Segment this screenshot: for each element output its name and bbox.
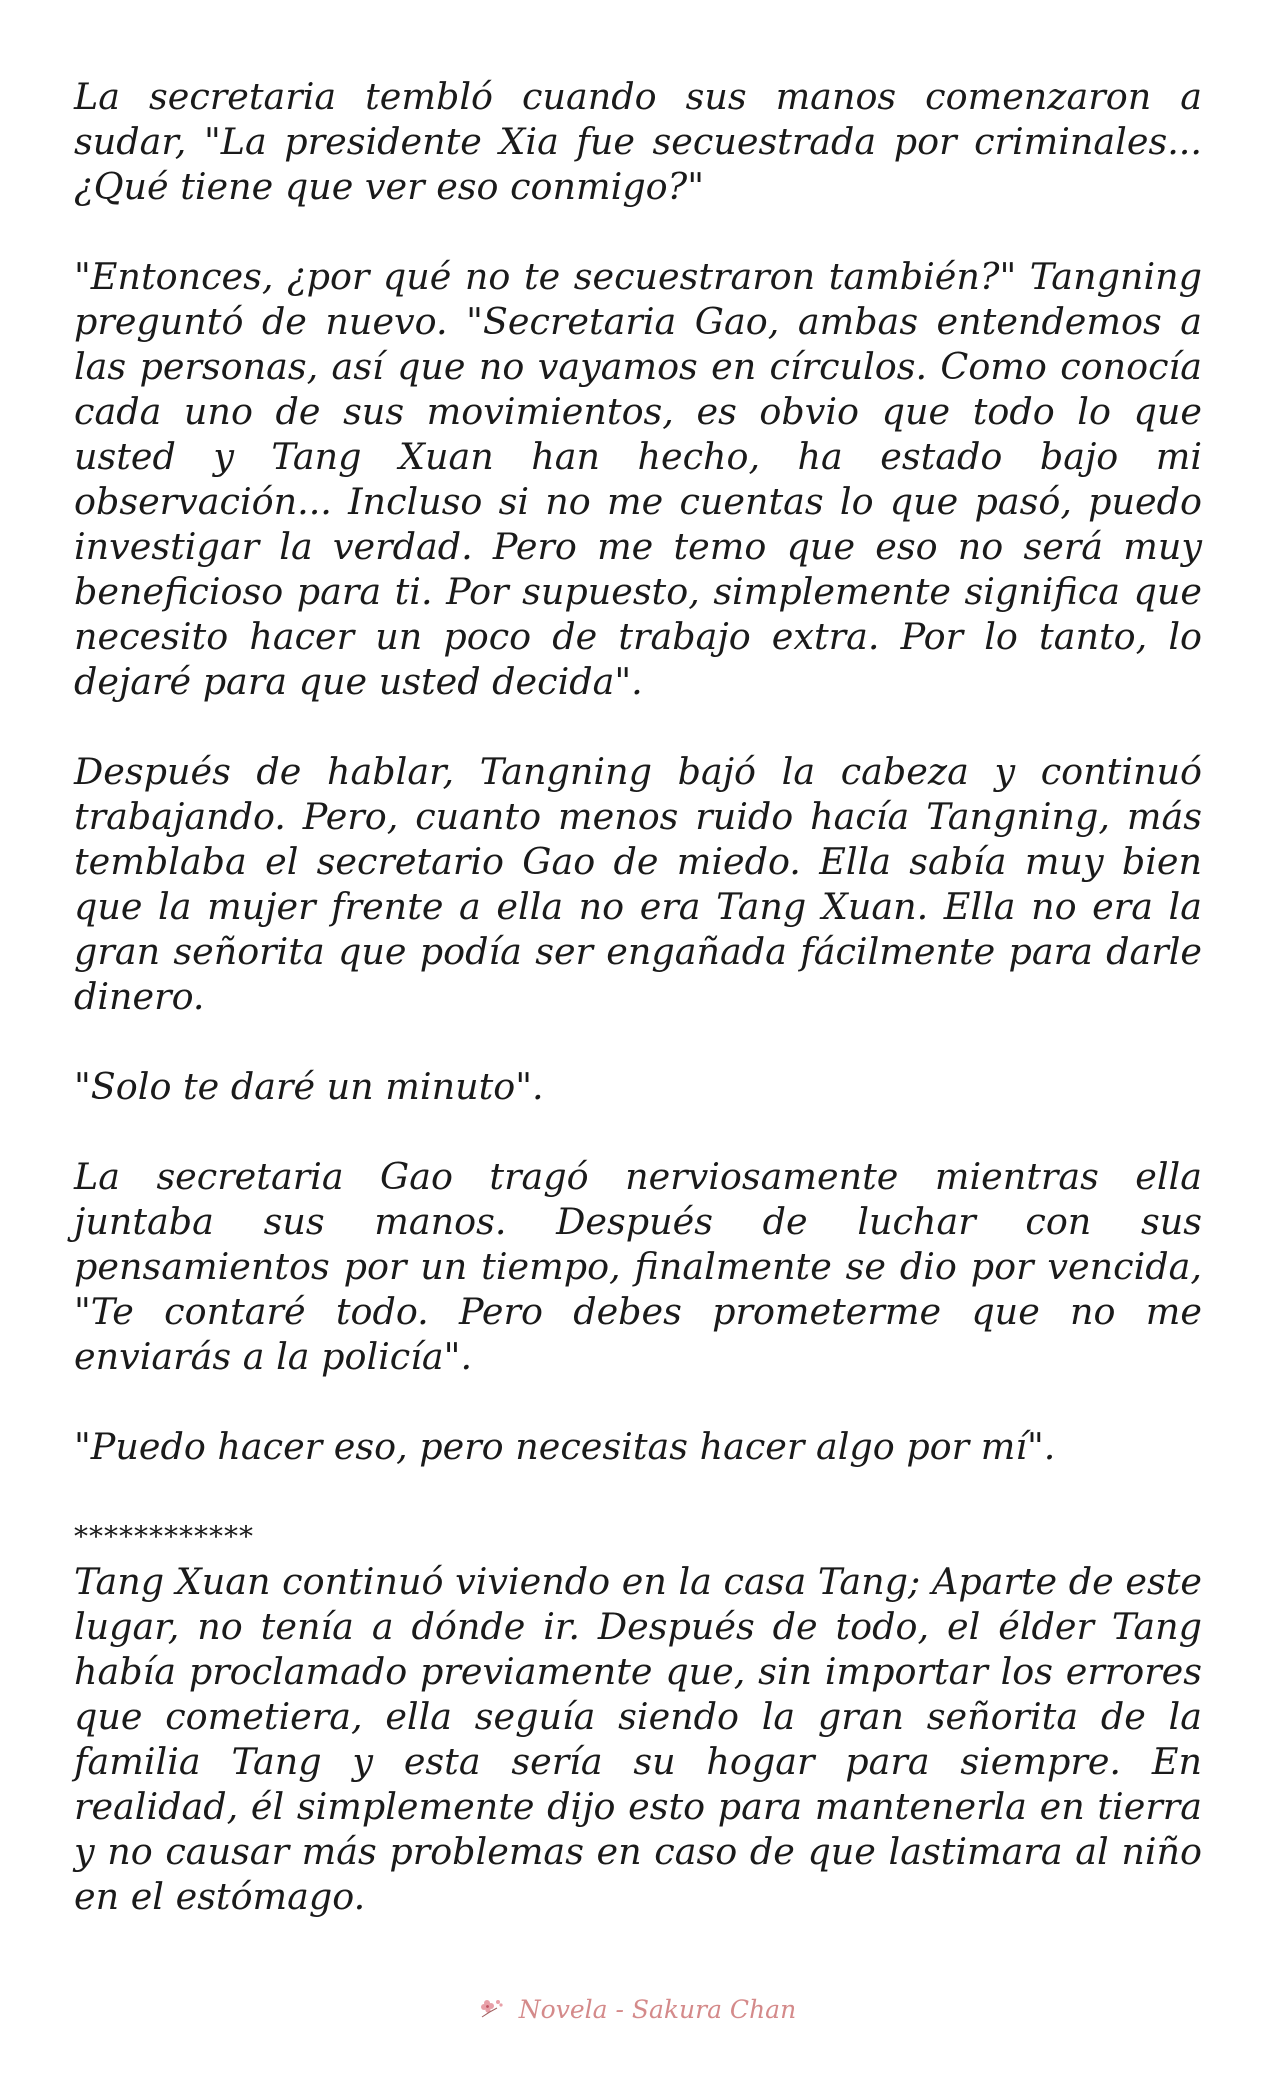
paragraph-final: Tang Xuan continuó viviendo en la casa Tang; Aparte de este lugar, no tenía a dónde ir. Después de todo, el élder Tang había proclamado previamente que, sin importar los errores que cometiera, ella seguía siendo la gran señorita de la familia Tang y esta sería su hogar para siempre. En realidad, él simplemente dijo esto para mantenerla en tierra y no causar más problemas en caso de que lastimara al niño en el estómago. xyxy=(74,1560,1202,1918)
paragraph-4: "Solo te daré un minuto". xyxy=(74,1065,544,1108)
scene-separator: ************ xyxy=(74,1520,254,1553)
paragraph-3: Después de hablar, Tangning bajó la cabeza y continuó trabajando. Pero, cuanto menos ruido hacía Tangning, más temblaba el secretario Gao de miedo. Ella sabía muy bien que la mujer frente a ella no era Tang Xuan. Ella no era la gran señorita que podía ser engañada fácilmente para darle dinero. xyxy=(74,750,1202,1018)
paragraph-6: "Puedo hacer eso, pero necesitas hacer algo por mí". xyxy=(74,1425,1056,1468)
watermark-text: Novela - Sakura Chan xyxy=(518,1995,797,2024)
paragraph-5: La secretaria Gao tragó nerviosamente mientras ella juntaba sus manos. Después de luchar con sus pensamientos por un tiempo, finalmente se dio por vencida, "Te contaré todo. Pero debes prometerme que no me enviarás a la policía". xyxy=(74,1155,1202,1378)
watermark xyxy=(0,1995,1275,2027)
sakura-flower-icon xyxy=(479,1997,505,2027)
paragraph-2: "Entonces, ¿por qué no te secuestraron también?" Tangning preguntó de nuevo. "Secretaria Gao, ambas entendemos a las personas, así que no vayamos en círculos. Como conocía cada uno de sus movimientos, es obvio que todo lo que usted y Tang Xuan han hecho, ha estado bajo mi observación... Incluso si no me cuentas lo que pasó, puedo investigar la verdad. Pero me temo que eso no será muy beneficioso para ti. Por supuesto, simplemente significa que necesito hacer un poco de trabajo extra. Por lo tanto, lo dejaré para que usted decida". xyxy=(74,255,1202,703)
paragraph-1: La secretaria tembló cuando sus manos comenzaron a sudar, "La presidente Xia fue secuestrada por criminales... ¿Qué tiene que ver eso conmigo?" xyxy=(74,75,1202,208)
document-body xyxy=(74,74,1202,1919)
